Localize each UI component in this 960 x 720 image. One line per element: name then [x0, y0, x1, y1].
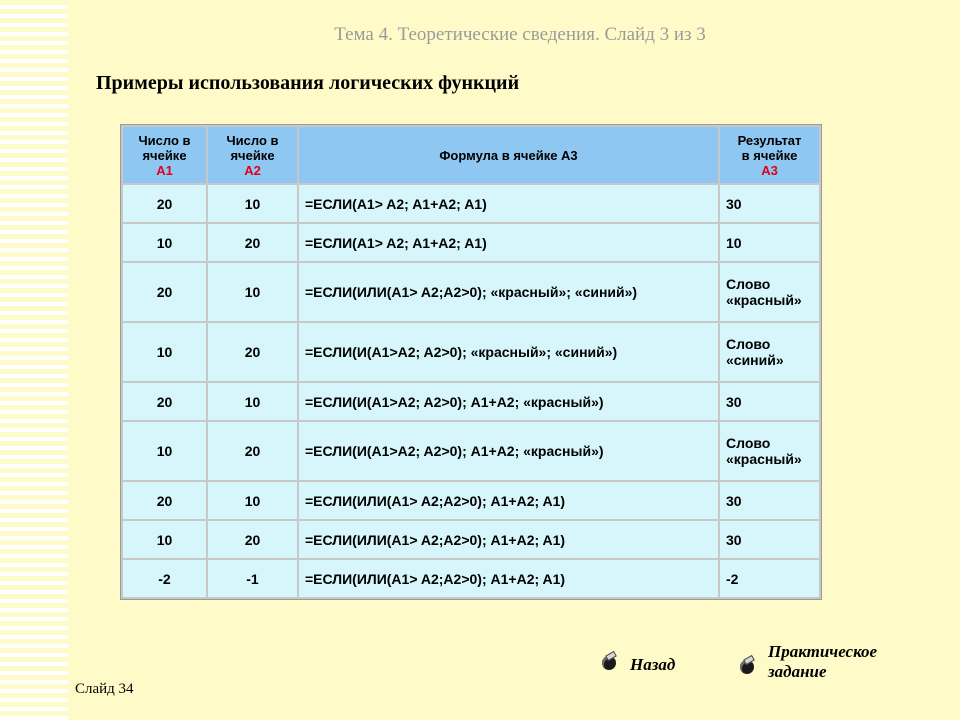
table-row — [122, 382, 820, 421]
functions-table-container — [120, 124, 822, 600]
cell-a2: 20 — [207, 421, 298, 481]
slide-number: Слайд 34 — [75, 681, 134, 697]
header-ref: A1 — [156, 162, 173, 178]
cell-formula: =ЕСЛИ(ИЛИ(A1> A2;A2>0); A1+A2; A1) — [298, 481, 719, 520]
cell-result — [719, 520, 820, 559]
cell-a1: 10 — [122, 223, 207, 262]
result-line: «красный» — [726, 451, 802, 467]
result-line: -2 — [726, 570, 739, 587]
back-bullet-icon[interactable] — [602, 656, 616, 670]
header-text: ячейке — [230, 147, 275, 163]
cell-a2: 10 — [207, 262, 298, 322]
cell-formula: =ЕСЛИ(ИЛИ(A1> A2;A2>0); «красный»; «синий») — [298, 262, 719, 322]
result-line: 30 — [726, 492, 742, 509]
table-row — [122, 520, 820, 559]
header-ref: A3 — [761, 162, 778, 178]
result-line: 30 — [726, 531, 742, 548]
header-cell-formula — [298, 126, 719, 184]
cell-a2: 20 — [207, 223, 298, 262]
cell-formula: =ЕСЛИ(ИЛИ(A1> A2;A2>0); A1+A2; A1) — [298, 559, 719, 598]
result-line: 30 — [726, 393, 742, 410]
cell-a2: 20 — [207, 322, 298, 382]
result-line: «синий» — [726, 352, 784, 368]
cell-a2: 20 — [207, 520, 298, 559]
table-row — [122, 421, 820, 481]
cell-result — [719, 223, 820, 262]
back-link[interactable]: Назад — [630, 655, 676, 674]
slide-subtitle: Примеры использования логических функций — [96, 72, 520, 94]
cell-a1: 20 — [122, 262, 207, 322]
header-cell-a1 — [122, 126, 207, 184]
result-line: 10 — [726, 234, 742, 251]
header-title: Тема 4. Теоретические сведения. Слайд 3 из 3 — [334, 24, 706, 45]
cell-formula: =ЕСЛИ(A1> A2; A1+A2; A1) — [298, 223, 719, 262]
header-text: в ячейке — [741, 147, 798, 163]
table-row — [122, 481, 820, 520]
cell-a1: 20 — [122, 184, 207, 223]
header-text: ячейке — [142, 147, 187, 163]
cell-a2: 10 — [207, 481, 298, 520]
cell-a2: 10 — [207, 184, 298, 223]
table-row — [122, 184, 820, 223]
cell-result — [719, 481, 820, 520]
cell-result — [719, 184, 820, 223]
table-row — [122, 559, 820, 598]
cell-result — [719, 322, 820, 382]
cell-formula: =ЕСЛИ(A1> A2; A1+A2; A1) — [298, 184, 719, 223]
cell-a1: 20 — [122, 481, 207, 520]
cell-formula: =ЕСЛИ(ИЛИ(A1> A2;A2>0); A1+A2; A1) — [298, 520, 719, 559]
header-text: Число в — [138, 132, 191, 148]
cell-formula: =ЕСЛИ(И(A1>A2; A2>0); A1+A2; «красный») — [298, 382, 719, 421]
cell-a2: 10 — [207, 382, 298, 421]
result-line: «красный» — [726, 292, 802, 308]
table-row — [122, 262, 820, 322]
cell-a1: -2 — [122, 559, 207, 598]
header-text: Результат — [737, 132, 802, 148]
cell-a1: 10 — [122, 520, 207, 559]
header-cell-result — [719, 126, 820, 184]
header-text: Формула в ячейке А3 — [439, 147, 578, 163]
cell-a1: 20 — [122, 382, 207, 421]
table-header-row — [122, 126, 820, 184]
cell-a1: 10 — [122, 322, 207, 382]
result-line: Слово — [726, 435, 771, 451]
result-line: Слово — [726, 336, 771, 352]
header-cell-a2 — [207, 126, 298, 184]
cell-result — [719, 421, 820, 481]
practice-label-line1: Практическое — [768, 642, 878, 661]
table-row — [122, 223, 820, 262]
functions-table — [121, 125, 821, 599]
header-ref: A2 — [244, 162, 261, 178]
cell-result — [719, 559, 820, 598]
cell-a2: -1 — [207, 559, 298, 598]
practice-task-link[interactable] — [768, 642, 877, 682]
table-row — [122, 322, 820, 382]
decorative-stripes — [0, 0, 68, 720]
result-line: 30 — [726, 195, 742, 212]
cell-formula: =ЕСЛИ(И(A1>A2; A2>0); «красный»; «синий») — [298, 322, 719, 382]
cell-result — [719, 382, 820, 421]
practice-bullet-icon[interactable] — [740, 660, 754, 674]
cell-formula: =ЕСЛИ(И(A1>A2; A2>0); A1+A2; «красный») — [298, 421, 719, 481]
cell-a1: 10 — [122, 421, 207, 481]
result-line: Слово — [726, 276, 771, 292]
cell-result — [719, 262, 820, 322]
header-text: Число в — [226, 132, 279, 148]
practice-label-line2: задание — [768, 662, 827, 681]
